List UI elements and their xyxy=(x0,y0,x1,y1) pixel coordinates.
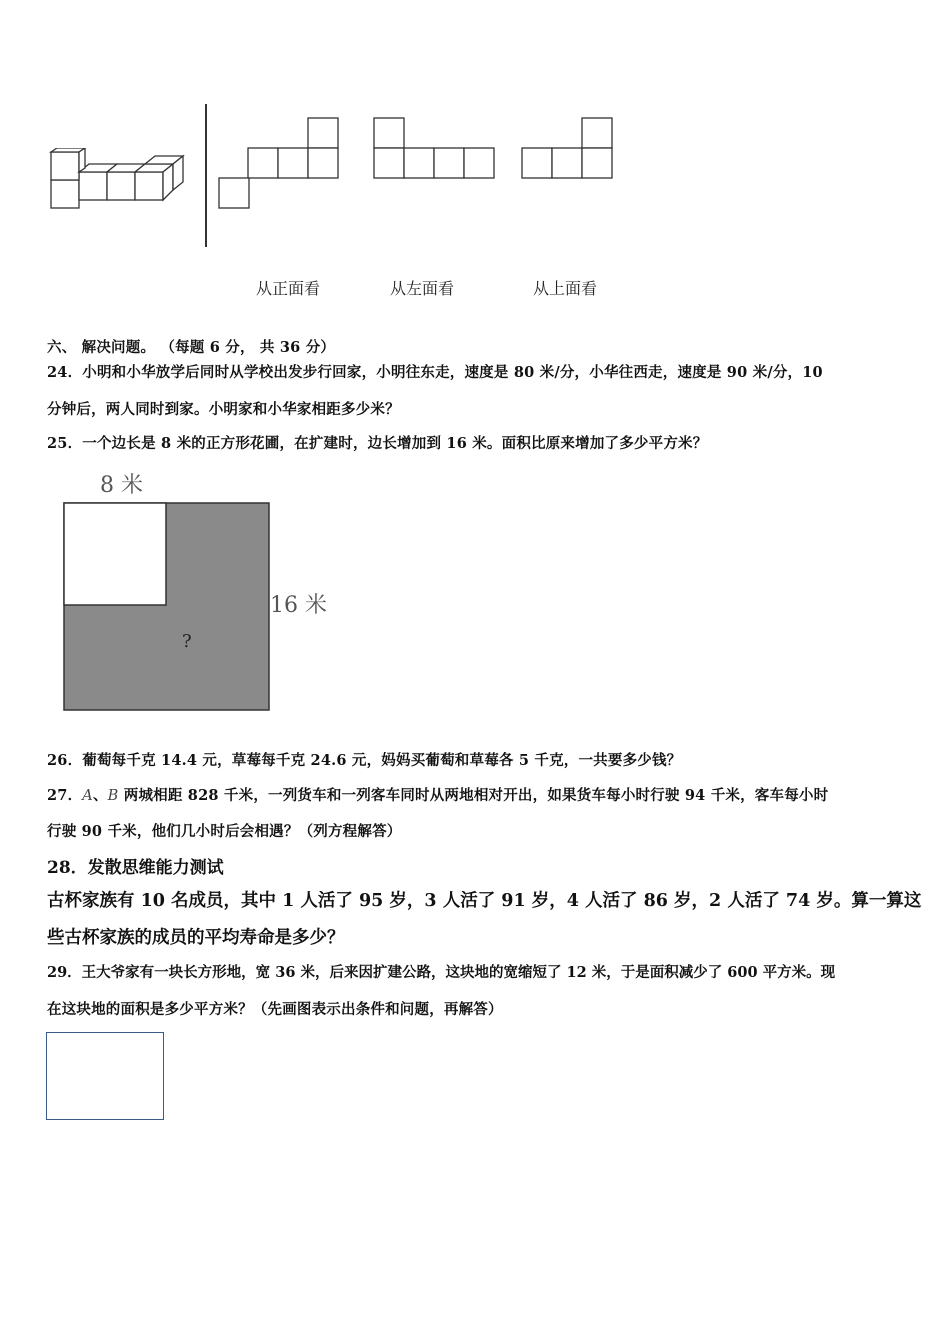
city-a-symbol: A xyxy=(82,788,93,804)
question-27-line-2: 行驶 90 千米，他们几小时后会相遇？（列方程解答） xyxy=(47,823,402,840)
original-square xyxy=(64,503,166,605)
left-view-label: 从左面看 xyxy=(390,279,455,298)
figure-divider xyxy=(205,104,207,247)
cube-solid-figure xyxy=(45,148,185,218)
question-27-text: 两城相距 828 千米，一列货车和一列客车同时从两地相对开出，如果货车每小时行驶 94 千米，客车每小时 xyxy=(118,787,829,804)
top-view-label: 从上面看 xyxy=(533,279,598,298)
question-28-title: 28．发散思维能力测试 xyxy=(47,858,224,878)
left-view-figure xyxy=(373,117,496,180)
right-side-label: 16 米 xyxy=(270,593,327,618)
square-garden-figure xyxy=(60,466,340,716)
question-29-line-2: 在这块地的面积是多少平方米？（先画图表示出条件和问题，再解答） xyxy=(47,1001,503,1018)
city-b-symbol: B xyxy=(107,788,119,804)
section-heading: 六、 解决问题。 （每题 6 分， 共 36 分） xyxy=(47,339,336,356)
drawing-box xyxy=(46,1032,164,1120)
question-26-line-1: 26．葡萄每千克 14.4 元，草莓每千克 24.6 元，妈妈买葡萄和草莓各 5 千克，一共要多少钱？ xyxy=(47,752,682,769)
question-28-line-2: 些古杯家族的成员的平均寿命是多少？ xyxy=(47,928,345,948)
question-27-number: 27． xyxy=(47,787,83,804)
unknown-area-mark: ? xyxy=(182,631,192,652)
front-view-figure xyxy=(218,117,340,210)
top-view-figure xyxy=(521,117,614,180)
question-28-line-1: 古杯家族有 10 名成员，其中 1 人活了 95 岁，3 人活了 91 岁，4 人活了 86 岁，2 人活了 74 岁。算一算这 xyxy=(47,891,922,911)
question-27-separator: 、 xyxy=(92,787,108,804)
top-side-label: 8 米 xyxy=(100,473,143,498)
question-29-line-1: 29．王大爷家有一块长方形地，宽 36 米，后来因扩建公路，这块地的宽缩短了 12 米，于是面积减少了 600 平方米。现 xyxy=(47,964,836,981)
question-27-line-1 xyxy=(47,784,828,805)
question-25-line-1: 25．一个边长是 8 米的正方形花圃，在扩建时，边长增加到 16 米。面积比原来增加了多少平方米？ xyxy=(47,435,708,452)
front-view-label: 从正面看 xyxy=(256,279,321,298)
question-24-line-2: 分钟后，两人同时到家。小明家和小华家相距多少米？ xyxy=(47,401,400,418)
question-24-line-1: 24．小明和小华放学后同时从学校出发步行回家，小明往东走，速度是 80 米/分，小华往西走，速度是 90 米/分，10 xyxy=(47,364,823,381)
